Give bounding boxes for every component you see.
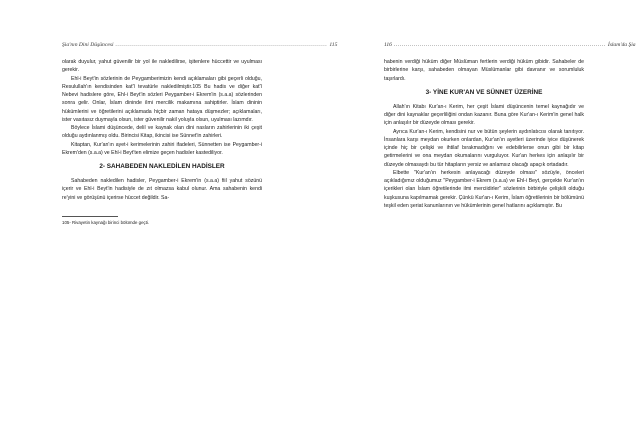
footnote: 105- Rivayetin kaynağı birinci bölümde geçti. xyxy=(62,219,150,225)
right-header-title: İslam'da Şia xyxy=(607,42,636,48)
paragraph: Elbette "Kur'an'ın herkesin anlayacağı düzeyde olması" sözüyle, önceleri açıkladığımız olduğumuz "Peygamber-i Ekrem (s.a.a) ve Ehl-i Beyt, gerçekte Kur'an'ın içerikleri olan İslam öğretilerinde ilmi merciidirler" sözlerinin birbiriyle çelişkili olduğu kuşkusuna kapılmamak gerekir. Çünkü Kur'an-ı Kerim, İslam öğretilerinin bir bölümünü teşkil eden şeriat kanunlarının ve hükümlerinin genel hatlarını açıklamıştır. Bu xyxy=(384,169,584,209)
section-heading: 3- YİNE KUR'AN VE SÜNNET ÜZERİNE xyxy=(425,88,543,96)
paragraph: Kitaptan, Kur'an'ın ayet-i kerimelerinin zahiri ifadeleri, Sünnetten ise Peygamber-i Ekrem'den (s.a.a) ve Ehl-i Beyt'ten elimize geçen hadisler kastediliyor. xyxy=(62,141,262,156)
paragraph: habenin verdiği hüküm diğer Müslüman fertlerin verdiği hüküm gibidir. Sahabeler de birbirlerine karşı, sahabeden olmayan Müslümanlar gibi davranır ve sorumluluk taşırlardı. xyxy=(384,59,584,82)
left-body-text xyxy=(62,58,262,226)
right-running-header xyxy=(384,42,636,48)
right-page xyxy=(300,0,636,424)
paragraph: Ehl-i Beyt'in sözlerinin de Peygamberimizin kendi açıklamaları gibi geçerli olduğu, Resulullah'ın kendisinden kat'î tevatürle nakledilmiştir.105 Bu hadis ve diğer kat'î Nebevi hadislere göre, Ehl-i Beyt'in sözleri Peygamber-i Ekrem'in (s.a.a) sözlerinden sonra gelir. Onlar, İslam dininde ilmi mercilik makamına sahiptirler. İslam dininin hükümlerini ve öğretilerini açıklamada hiçbir zaman hataya düşmezler; açıklamaları, ister vasıtasız duymayla olsun, ister güvenilir nakil yoluyla olsun, uyulması lazımdır. xyxy=(62,75,262,123)
paragraph: Allah'ın Kitabı Kur'an-ı Kerim, her çeşit İslami düşüncenin temel kaynağıdır ve diğer dini kaynaklar geçerliliğini ondan kazanır. Buna göre Kur'an-ı Kerim'in genel halk için anlaşılır bir düzeyde olması gerekir. xyxy=(384,103,584,127)
footnote-divider xyxy=(62,216,118,217)
left-header-title: Şia'nın Dini Düşüncesi xyxy=(62,42,114,48)
section-heading: 2- SAHABEDEN NAKLEDİLEN HADİSLER xyxy=(99,163,225,170)
right-body-text xyxy=(384,58,584,210)
paragraph: olarak duyulur, yahut güvenilir bir yol ile nakledilirse, işitenlere hüccettir ve uyulması gerekir. xyxy=(62,59,262,74)
left-running-header xyxy=(62,42,338,48)
paragraph: Ayrıca Kur'an-ı Kerim, kendisini nur ve bütün şeylerin aydınlatıcısı olarak tanıtıyor. İnsanlara karşı meydan okurken onlardan, Kur'an'ın ayetleri üzerinde iyice düşünerek içinde hiç bir çelişki ve ihtilaf bırakmadığını ve edebilirlerse onun gibi bir kitap getirmelerini ve ona meydan okumalarını vurguluyor. Kur'an herkes için anlaşılır bir düzeyde olmasaydı bu tür hitapların yersiz ve anlamsız olacağı apaçık ortadadır. xyxy=(384,128,584,168)
left-header-leader-dots: .......................................................................................................... xyxy=(115,42,328,48)
right-page-number: 116 xyxy=(384,42,392,48)
paragraph: Sahabeden nakledilen hadisler, Peygamber-i Ekrem'in (s.a.a) fiil yahut sözünü içerir ve Ehl-i Beyt'in hadisiyle de zıt olmazsa kabul olunur. Ama sahabenin kendi re'yini ve görüşünü içerirse hüccet değildir. Sa- xyxy=(62,178,262,201)
left-page-number: 115 xyxy=(329,42,338,48)
paragraph: Böylece İslami düşüncede, delil ve kaynak olan dini nasların zahirlerinin iki çeşit olduğu aydınlanmış oldu. Birincisi Kitap, ikincisi ise Sünnet'in zahirleri. xyxy=(62,125,262,140)
right-header-leader-dots: .......................................................................................................... xyxy=(393,42,606,48)
